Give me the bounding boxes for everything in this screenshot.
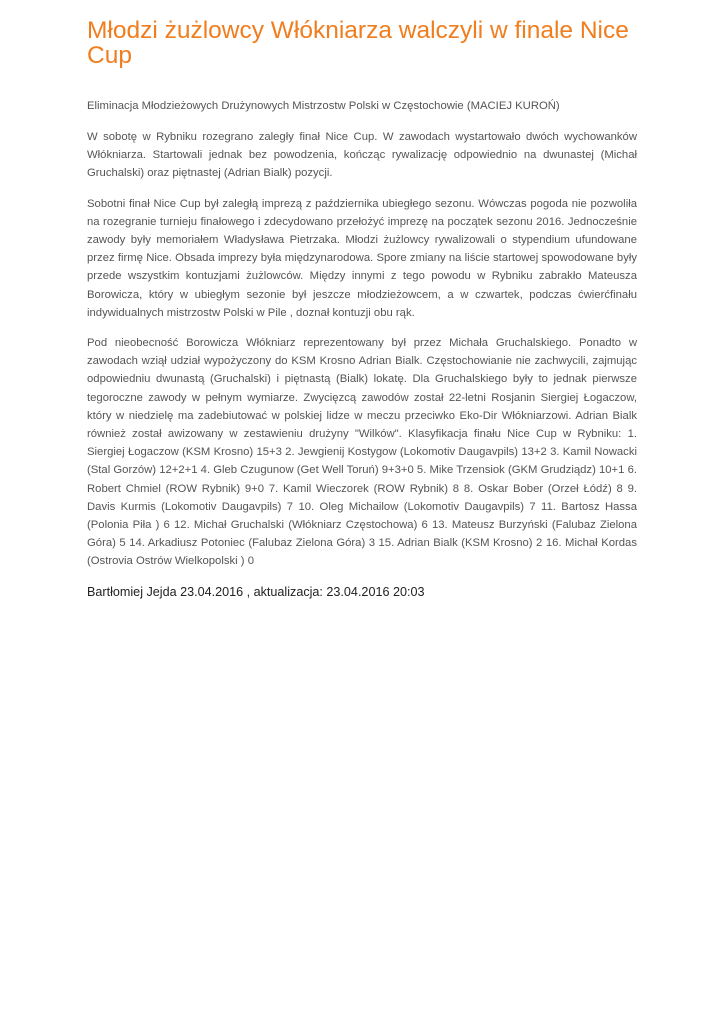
photo-caption: Eliminacja Młodzieżowych Drużynowych Mistrzostw Polski w Częstochowie (MACIEJ KUROŃ) — [87, 100, 560, 112]
article-paragraph-2: Sobotni finał Nice Cup był zaległą imprezą z października ubiegłego sezonu. Wówczas pogoda nie pozwoliła na rozegranie turnieju finałowego i zdecydowano przełożyć imprezę na początek sezonu 2016. Jednocześnie zawody były memoriałem Władysława Pietrzaka. Młodzi żużlowcy rywalizowali o stypendium ufundowane przez firmę Nice. Obsada imprezy była międzynarodowa. Spore zmiany na liście startowej spowodowane były przede wszystkim kontuzjami żużlowców. Między innymi z tego powodu w Rybniku zabrakło Mateusza Borowicza, który w ubiegłym sezonie był jeszcze młodzieżowcem, a w czwartek, podczas ćwierćfinału indywidualnych mistrzostw Polski w Pile , doznał kontuzji obu rąk. — [87, 197, 637, 319]
article-paragraph-1: W sobotę w Rybniku rozegrano zaległy finał Nice Cup. W zawodach wystartowało dwóch wychowanków Włókniarza. Startowali jednak bez powodzenia, kończąc rywalizację odpowiednio na dwunastej (Michał Gruchalski) oraz piętnastej (Adrian Bialk) pozycji. — [87, 131, 637, 180]
article-title: Młodzi żużlowcy Włókniarza walczyli w finale Nice Cup — [87, 17, 629, 69]
article — [87, 18, 637, 601]
byline: Bartłomiej Jejda 23.04.2016 , aktualizacja: 23.04.2016 20:03 — [87, 584, 425, 599]
article-paragraph-3: Pod nieobecność Borowicza Włókniarz reprezentowany był przez Michała Gruchalskiego. Ponadto w zawodach wziął udział wypożyczony do KSM Krosno Adrian Bialk. Częstochowianie nie zachwycili, zajmując odpowiedniu dwunastą (Gruchalski) i piętnastą (Bialk) lokatę. Dla Gruchalskiego były to jednak pierwsze tegoroczne zawody w pełnym wymiarze. Zwycięzcą zawodów został 22-letni Rosjanin Siergiej Łogaczow, który w niedzielę ma zadebiutować w polskiej lidze w meczu przeciwko Eko-Dir Włókniarzowi. Adrian Bialk również został awizowany w zestawieniu drużyny "Wilków". Klasyfikacja finału Nice Cup w Rybniku: 1. Siergiej Łogaczow (KSM Krosno) 15+3 2. Jewgienij Kostygow (Lokomotiv Daugavpils) 13+2 3. Kamil Nowacki (Stal Gorzów) 12+2+1 4. Gleb Czugunow (Get Well Toruń) 9+3+0 5. Mike Trzensiok (GKM Grudziądz) 10+1 6. Robert Chmiel (ROW Rybnik) 9+0 7. Kamil Wieczorek (ROW Rybnik) 8 8. Oskar Bober (Orzeł Łódź) 8 9. Davis Kurmis (Lokomotiv Daugavpils) 7 10. Oleg Michailow (Lokomotiv Daugavpils) 7 11. Bartosz Hassa (Polonia Piła ) 6 12. Michał Gruchalski (Włókniarz Częstochowa) 6 13. Mateusz Burzyński (Falubaz Zielona Góra) 5 14. Arkadiusz Potoniec (Falubaz Zielona Góra) 3 15. Adrian Bialk (KSM Krosno) 2 16. Michał Kordas (Ostrovia Ostrów Wielkopolski ) 0 — [87, 337, 637, 568]
